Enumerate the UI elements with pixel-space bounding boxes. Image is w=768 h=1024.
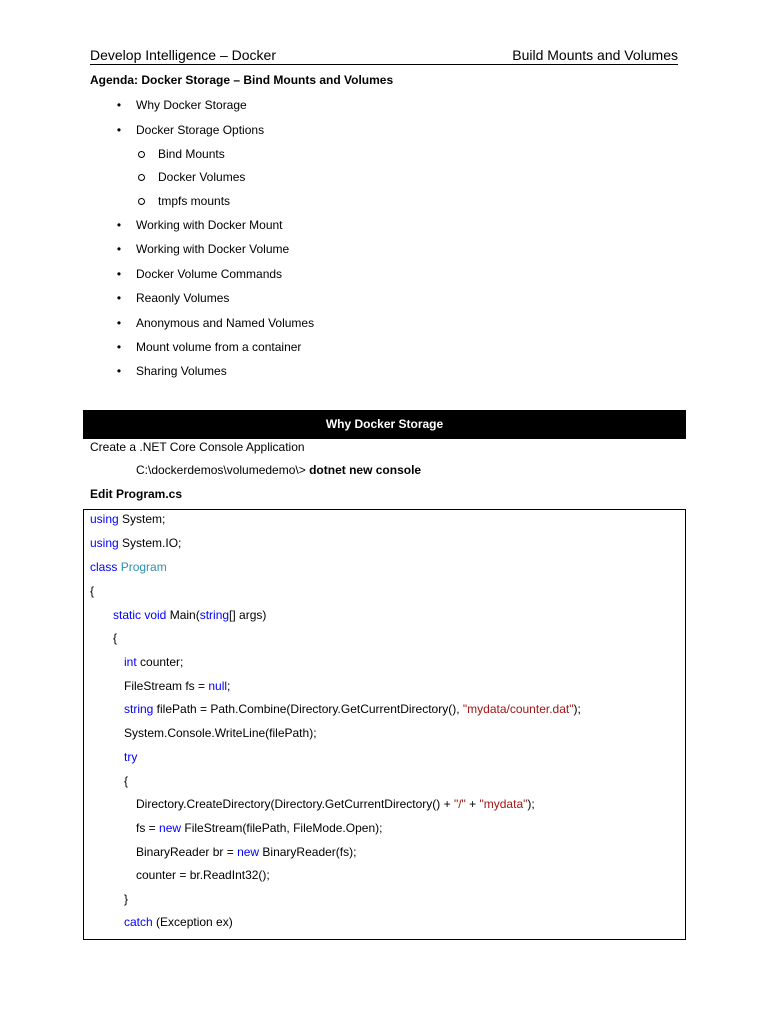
- list-item-label: Docker Volumes: [158, 170, 246, 184]
- code-keyword: using: [90, 536, 119, 550]
- code-keyword: string: [124, 702, 154, 716]
- code-text: (Exception ex): [152, 915, 233, 929]
- code-line: [124, 701, 581, 717]
- code-line: [136, 820, 382, 836]
- list-item: [116, 339, 302, 355]
- list-item-label: Reaonly Volumes: [136, 291, 230, 305]
- sub-list-item: [158, 169, 245, 185]
- code-line: [90, 535, 181, 551]
- command-line: [136, 462, 421, 478]
- code-line: [124, 654, 183, 670]
- code-string: "/": [453, 797, 466, 811]
- code-text: FileStream(filePath, FileMode.Open);: [181, 821, 383, 835]
- code-text: +: [465, 797, 480, 811]
- code-line: [124, 773, 128, 789]
- code-keyword: new: [159, 821, 182, 835]
- code-keyword: class: [90, 560, 118, 574]
- intro-text: Create a .NET Core Console Application: [90, 440, 305, 454]
- code-text: Main(: [166, 608, 200, 622]
- code-text: }: [124, 892, 129, 906]
- circle-bullet-icon: [138, 151, 145, 158]
- code-text: fs =: [136, 821, 160, 835]
- list-item-label: Sharing Volumes: [136, 364, 227, 378]
- sub-list-item: [158, 146, 225, 162]
- list-item: [116, 266, 283, 282]
- code-text: );: [573, 702, 581, 716]
- code-text: counter;: [136, 655, 184, 669]
- code-line: [113, 607, 266, 623]
- list-item-label: Working with Docker Mount: [136, 218, 283, 232]
- code-keyword: new: [237, 845, 260, 859]
- code-text: System;: [118, 512, 166, 526]
- code-keyword: null: [208, 679, 228, 693]
- bullet-icon: •: [116, 123, 122, 137]
- code-text: System.Console.WriteLine(filePath);: [124, 726, 317, 740]
- bullet-icon: •: [116, 218, 122, 232]
- list-item: [116, 122, 265, 138]
- list-item: [116, 241, 290, 257]
- list-item: [116, 217, 283, 233]
- code-keyword: int: [124, 655, 137, 669]
- list-item-label: Bind Mounts: [158, 147, 225, 161]
- code-line: [113, 630, 117, 646]
- code-text: FileStream fs =: [124, 679, 209, 693]
- list-item: [116, 97, 247, 113]
- bullet-icon: •: [116, 98, 122, 112]
- list-item: [116, 315, 315, 331]
- edit-file-label: Edit Program.cs: [90, 487, 183, 501]
- code-keyword: catch: [124, 915, 153, 929]
- code-string: "mydata": [479, 797, 528, 811]
- code-keyword: using: [90, 512, 119, 526]
- list-item: [116, 290, 230, 306]
- code-line: [124, 678, 230, 694]
- list-item-label: Docker Volume Commands: [136, 267, 283, 281]
- code-string: "mydata/counter.dat": [462, 702, 574, 716]
- circle-bullet-icon: [138, 174, 145, 181]
- header-course-title: Develop Intelligence – Docker: [90, 47, 276, 63]
- code-keyword: try: [124, 750, 138, 764]
- page-header: [90, 46, 678, 65]
- section-heading: Why Docker Storage: [83, 410, 686, 439]
- code-line: [90, 511, 165, 527]
- code-line: [124, 914, 233, 930]
- list-item-label: tmpfs mounts: [158, 194, 231, 208]
- code-line: [136, 844, 356, 860]
- bullet-icon: •: [116, 364, 122, 378]
- list-item-label: Mount volume from a container: [136, 340, 302, 354]
- code-keyword: string: [199, 608, 230, 622]
- list-item-label: Working with Docker Volume: [136, 242, 290, 256]
- circle-bullet-icon: [138, 198, 145, 205]
- bullet-icon: •: [116, 291, 122, 305]
- bullet-icon: •: [116, 242, 122, 256]
- code-type: Program: [120, 560, 167, 574]
- bullet-icon: •: [116, 340, 122, 354]
- bullet-icon: •: [116, 267, 122, 281]
- code-line: [124, 725, 317, 741]
- code-line: [124, 749, 137, 765]
- code-text: BinaryReader br =: [136, 845, 238, 859]
- agenda-title: Agenda: Docker Storage – Bind Mounts and Volumes: [90, 73, 394, 87]
- code-line: [90, 559, 167, 575]
- code-line: [136, 867, 270, 883]
- code-line: [124, 891, 128, 907]
- code-line: [136, 796, 535, 812]
- code-text: );: [527, 797, 535, 811]
- code-text: System.IO;: [118, 536, 182, 550]
- list-item: [116, 363, 227, 379]
- command-prompt: C:\dockerdemos\volumedemo\>: [136, 463, 310, 477]
- list-item-label: Anonymous and Named Volumes: [136, 316, 315, 330]
- list-item-label: Why Docker Storage: [136, 98, 247, 112]
- code-text: [] args): [229, 608, 267, 622]
- sub-list-item: [158, 193, 230, 209]
- header-module-title: Build Mounts and Volumes: [512, 47, 678, 63]
- code-keyword: static void: [113, 608, 167, 622]
- code-text: {: [113, 631, 118, 645]
- code-text: BinaryReader(fs);: [259, 845, 357, 859]
- code-text: counter = br.ReadInt32();: [136, 868, 270, 882]
- code-text: {: [90, 584, 95, 598]
- bullet-icon: •: [116, 316, 122, 330]
- code-line: [90, 583, 94, 599]
- command-text: dotnet new console: [309, 463, 422, 477]
- code-text: {: [124, 774, 129, 788]
- code-text: ;: [227, 679, 231, 693]
- list-item-label: Docker Storage Options: [136, 123, 265, 137]
- code-text: filePath = Path.Combine(Directory.GetCurrentDirectory(),: [153, 702, 463, 716]
- code-text: Directory.CreateDirectory(Directory.GetCurrentDirectory() +: [136, 797, 454, 811]
